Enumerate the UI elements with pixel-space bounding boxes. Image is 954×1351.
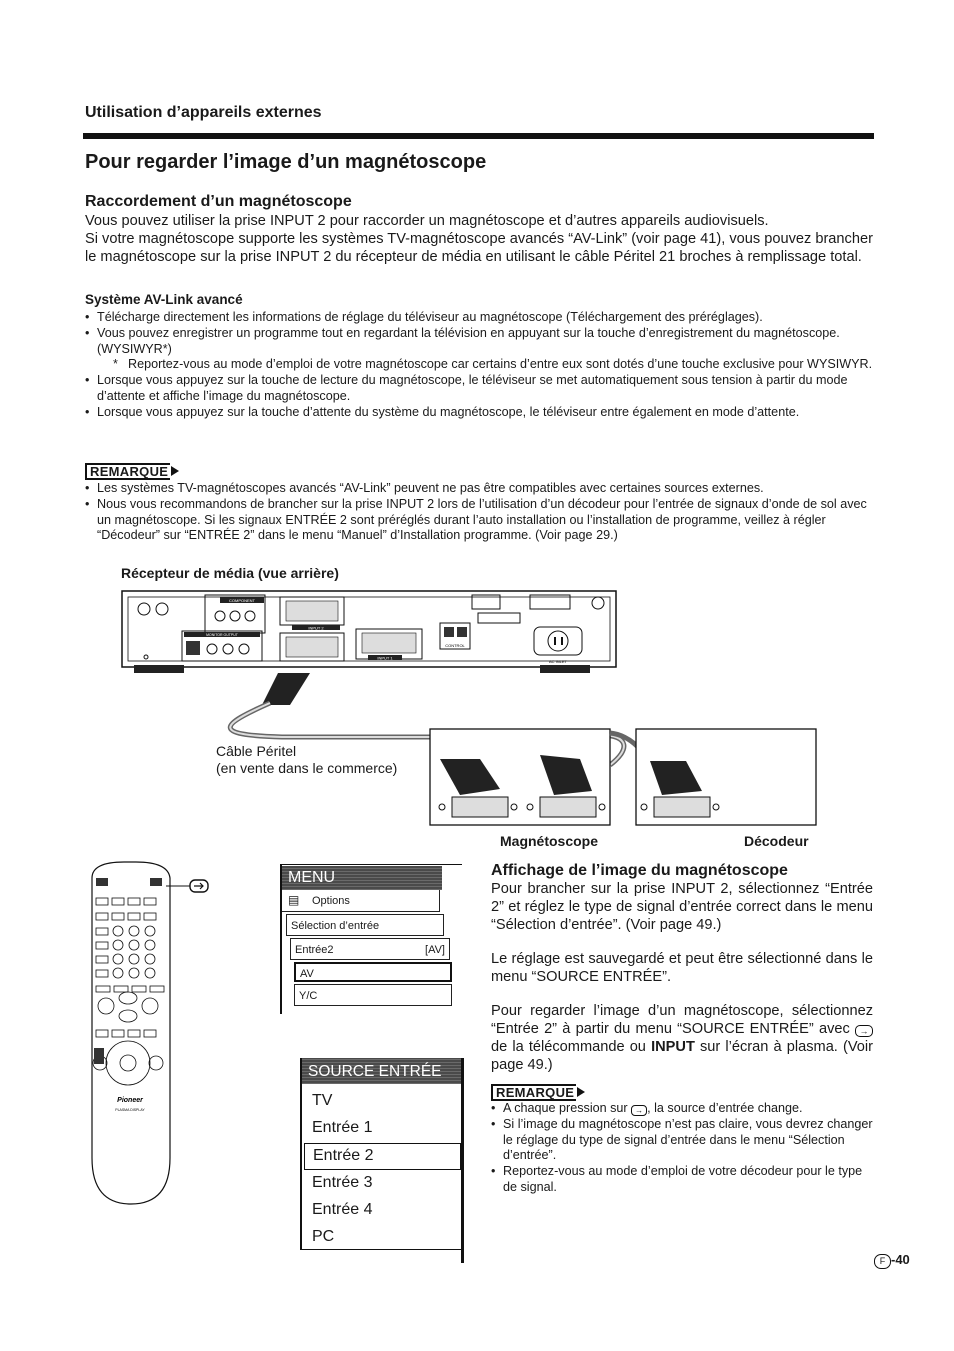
affichage-p3-a: Pour regarder l’image d’un magnétoscope, sélectionnez “Entrée 2” à partir du menu “SOURCE ENTRÉE” avec [491,1003,873,1037]
remote-control [84,858,224,1208]
remarque-2-bullet-1-a: A chaque pression sur [503,1101,628,1115]
source-item-entree3[interactable]: Entrée 3 [312,1174,373,1191]
affichage-p2: Le réglage est sauvegardé et peut être sélectionné dans le menu “SOURCE ENTRÉE”. [491,951,873,985]
remarque-2-label [491,1084,576,1101]
page-title: Pour regarder l’image d’un magnétoscope [85,151,487,173]
affichage-p3-input: INPUT [651,1039,695,1055]
menu-option-av-label: AV [300,968,314,980]
raccordement-text [85,212,875,266]
remote-brand: Pioneer [117,1097,143,1104]
panel-label-input2: INPUT 2 [308,625,324,631]
input-select-icon: → [855,1025,873,1037]
remarque-2-bullet-1-b: , la source d’entrée change. [647,1101,803,1115]
menu-item-entree2-value: [AV] [425,944,445,956]
arrow-right-icon [577,1087,585,1097]
panel-label-input1: INPUT 1 [377,655,393,661]
remarque-2-list [491,1101,873,1196]
source-item-entree1[interactable]: Entrée 1 [312,1119,373,1136]
language-badge: F [874,1254,891,1269]
cable-caption-line-1: Câble Péritel [216,743,297,759]
remote-model: PLASMA DISPLAY [115,1108,145,1112]
section-header: Utilisation d’appareils externes [85,104,322,121]
arrow-right-icon [171,466,179,476]
affichage-text [491,880,873,1074]
remarque-2-label-box [491,1084,576,1102]
remarque-1-bullet-2: • Nous vous recommandons de brancher sur la prise INPUT 2 lors de l’utilisation d’un décodeur pour l’entrée de signaux d’onde de sol avec un magnétoscope. Si les signaux ENTRÉE 2 sont préréglés durant l’auto installation ou l’installation de programme, veillez à régler “Décodeur” sur “ENTRÉE 2” dans le menu “Manuel” d’Installation programme. (Voir page 29.) [85,497,875,544]
avlink-list [85,310,875,421]
input-select-icon [190,880,208,892]
panel-label-component: COMPONENT [229,598,255,603]
page-number: -40 [891,1252,910,1267]
panel-label-ac-inlet: AC INLET [548,659,568,664]
decoder-label: Décodeur [744,833,809,849]
cable-caption-line-2: (en vente dans le commerce) [216,760,398,776]
remarque-2-text: REMARQUE [496,1085,575,1100]
decoder-box [610,729,816,825]
affichage-p3 [491,1002,873,1074]
avlink-bullet-1: • Télécharge directement les informations de réglage du téléviseur au magnétoscope (Téléchargement des préréglages). [85,310,875,326]
menu-option-yc[interactable] [294,984,452,1006]
menu-option-av[interactable] [294,962,452,982]
remarque-2-bullet-1 [491,1101,873,1117]
menu-item-selection-label: Sélection d’entrée [291,920,380,932]
avlink-footnote: * Reportez-vous au mode d’emploi de votre magnétoscope car certains d’entre eux sont dotés d’une touche exclusive pour WYSIWYR. [85,357,875,373]
panel-label-monitor-output: MONITOR OUTPUT [206,633,238,637]
vcr-box [430,729,610,825]
page-footer [874,1252,910,1269]
avlink-heading: Système AV-Link avancé [85,292,243,307]
source-item-pc[interactable]: PC [312,1228,335,1245]
menu-item-entree2[interactable] [290,938,450,960]
remarque-1-list [85,481,875,544]
vcr-label: Magnétoscope [500,833,599,849]
remarque-2-bullet-2: • Si l’image du magnétoscope n’est pas claire, vous devrez changer le réglage du type de signal d’entrée dans le menu “Sélection d’entrée”. [491,1117,873,1164]
remarque-1-bullet-1: • Les systèmes TV-magnétoscopes avancés “AV-Link” peuvent ne pas être compatibles avec certaines sources externes. [85,481,875,497]
raccordement-heading: Raccordement d’un magnétoscope [85,193,352,210]
remarque-1-label [85,463,170,480]
remarque-1-label-box [85,463,170,481]
menu-item-entree2-label: Entrée2 [295,944,334,956]
raccordement-p2: Si votre magnétoscope supporte les systèmes TV-magnétoscope avancés “AV-Link” (voir page 41), vous pouvez brancher le magnétoscope sur la prise INPUT 2 du récepteur de média en utilisant le câble Péritel 21 broches à remplissage total. [85,231,873,265]
source-item-tv[interactable]: TV [312,1092,333,1109]
remarque-2-bullet-3: • Reportez-vous au mode d’emploi de votre décodeur pour le type de signal. [491,1164,873,1196]
cable-caption [216,743,397,777]
menu-item-options-label: Options [312,895,350,907]
affichage-p3-c: sur l’écran à plasma. (Voir page 49.) [491,1039,873,1073]
diagram-title: Récepteur de média (vue arrière) [121,565,339,581]
affichage-p3-b: de la télécommande ou [491,1039,646,1055]
menu-header: MENU [282,866,442,890]
source-item-entree2-selected[interactable]: Entrée 2 [304,1143,461,1170]
source-item-entree4[interactable]: Entrée 4 [312,1201,373,1218]
source-header: SOURCE ENTRÉE [302,1058,461,1084]
menu-screen [280,864,462,1014]
scart-plug-receiver [262,673,310,705]
panel-label-control: CONTROL [445,643,465,648]
remarque-1-text: REMARQUE [90,464,169,479]
affichage-heading: Affichage de l’image du magnétoscope [491,862,788,879]
receiver-back-panel [122,591,616,673]
header-rule [83,133,874,139]
options-icon: ▤ [288,893,300,907]
affichage-p1: Pour brancher sur la prise INPUT 2, sélectionnez “Entrée 2” et réglez le type de signal d’entrée correct dans le menu “Sélection d’entrée”. (Voir page 49.) [491,881,873,933]
menu-item-options[interactable] [282,890,440,912]
menu-item-selection[interactable] [286,914,444,936]
menu-option-yc-label: Y/C [299,990,318,1002]
raccordement-p1: Vous pouvez utiliser la prise INPUT 2 pour raccorder un magnétoscope et d’autres appareils audiovisuels. [85,213,769,229]
avlink-bullet-2: • Vous pouvez enregistrer un programme tout en regardant la télévision en appuyant sur la touche d’enregistrement du magnétoscope. (WYSIWYR*) [85,326,875,358]
input-select-icon: → [631,1105,647,1116]
avlink-bullet-4: • Lorsque vous appuyez sur la touche d’attente du système du magnétoscope, le téléviseur entre également en mode d’attente. [85,405,875,421]
avlink-bullet-3: • Lorsque vous appuyez sur la touche de lecture du magnétoscope, le téléviseur se met automatiquement sous tension à partir du mode d’attente et affiche l’image du magnétoscope. [85,373,875,405]
connection-diagram [110,585,830,855]
source-screen [300,1058,464,1263]
